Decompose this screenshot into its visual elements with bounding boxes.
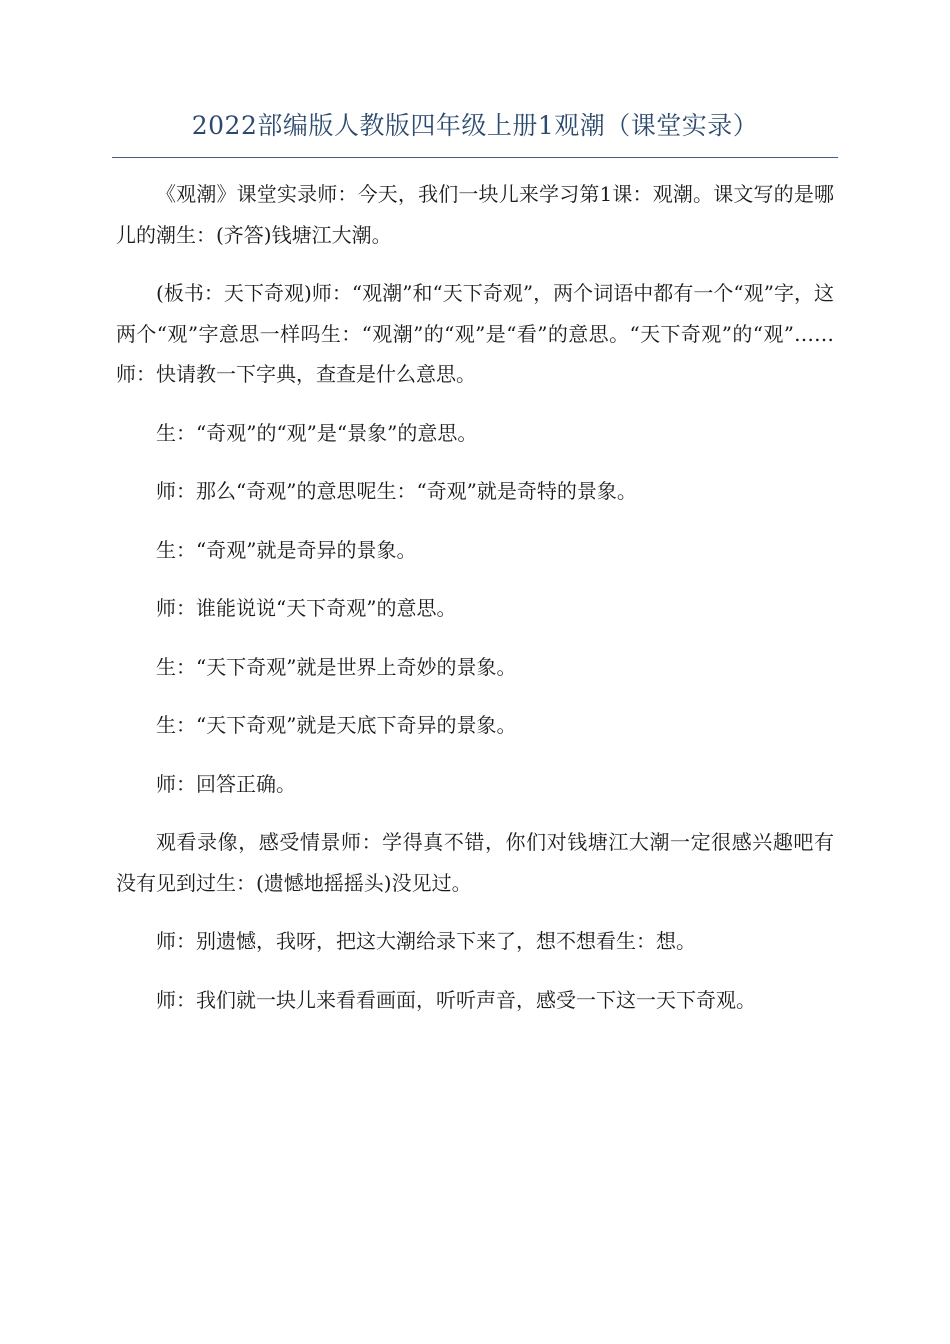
paragraph-5: 生：“奇观”就是奇异的景象。 xyxy=(156,537,417,562)
paragraph-2: (板书：天下奇观)师：“观潮”和“天下奇观”，两个词语中都有一个“观”字，这两个“观”字意思一样吗生：“观潮”的“观”是“看”的意思。“天下奇观”的“观”……师：快请教一下字典，查查是什么意思。 xyxy=(116,281,834,386)
paragraph-6: 师：谁能说说“天下奇观”的意思。 xyxy=(156,596,457,620)
paragraph-8: 生：“天下奇观”就是天底下奇异的景象。 xyxy=(156,713,517,737)
paragraph-12: 师：我们就一块儿来看看画面，听听声音，感受一下这一天下奇观。 xyxy=(156,987,756,1012)
paragraph-4: 师：那么“奇观”的意思呢生：“奇观”就是奇特的景象。 xyxy=(156,479,637,503)
paragraph-7: 生：“天下奇观”就是世界上奇妙的景象。 xyxy=(156,654,517,679)
paragraph-10: 观看录像，感受情景师：学得真不错，你们对钱塘江大潮一定很感兴趣吧有没有见到过生：(遗憾地摇摇头)没见过。 xyxy=(116,830,834,895)
paragraph-3: 生：“奇观”的“观”是“景象”的意思。 xyxy=(156,420,478,445)
document-body xyxy=(116,174,834,1038)
paragraph-1: 《观潮》课堂实录师：今天，我们一块儿来学习第1课：观潮。课文写的是哪儿的潮生：(齐答)钱塘江大潮。 xyxy=(116,182,834,247)
paragraph-9: 师：回答正确。 xyxy=(156,771,296,796)
paragraph-11: 师：别遗憾，我呀，把这大潮给录下来了，想不想看生：想。 xyxy=(156,929,696,953)
document-title: 2022部编版人教版四年级上册1观潮（课堂实录） xyxy=(191,111,759,140)
title-divider xyxy=(112,157,838,158)
